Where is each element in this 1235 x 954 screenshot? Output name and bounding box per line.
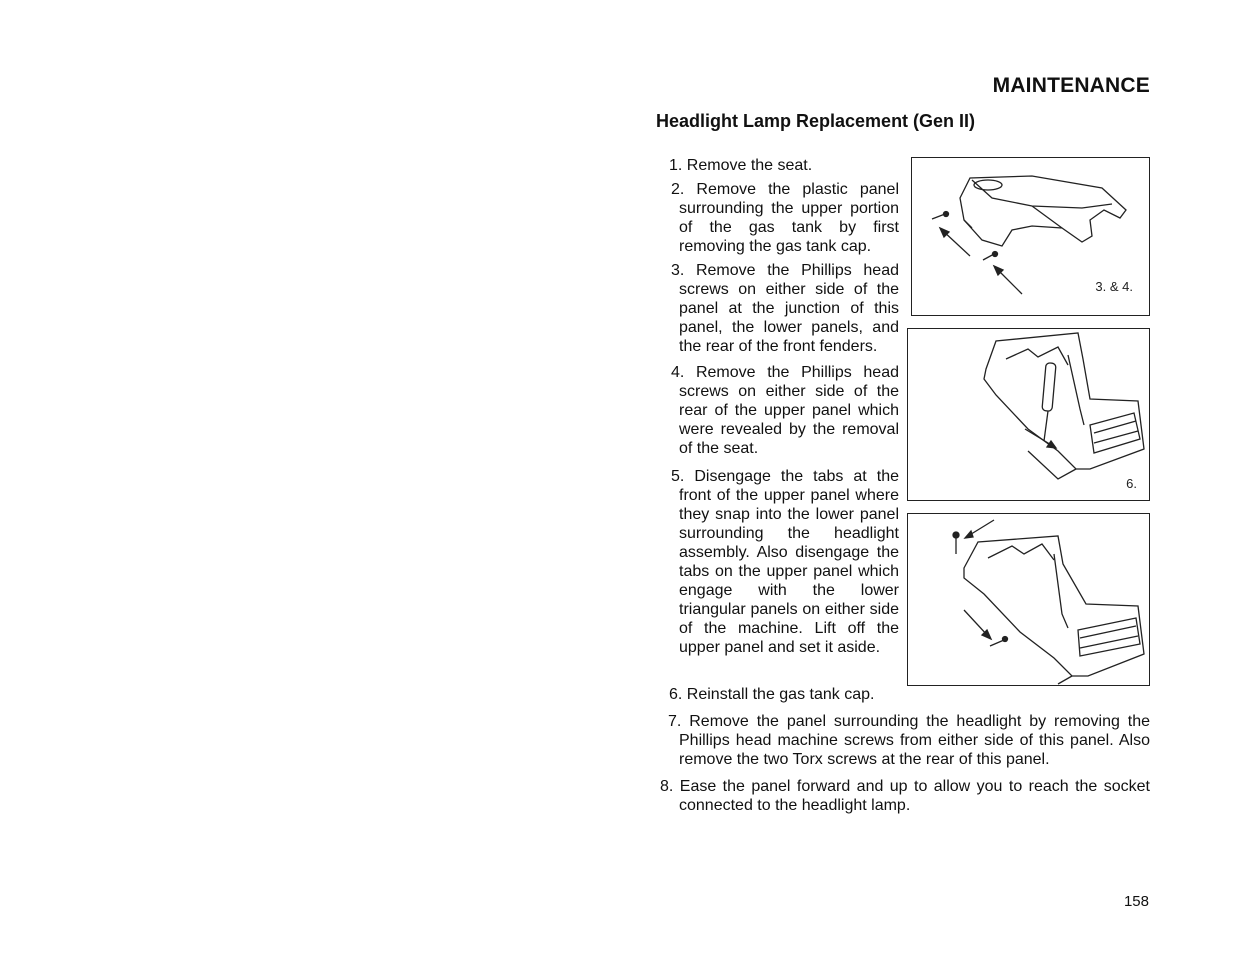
section-title: MAINTENANCE xyxy=(992,74,1150,97)
page-heading: Headlight Lamp Replacement (Gen II) xyxy=(656,111,976,131)
step-4: 4. Remove the Phillips head screws on either side of the rear of the upper panel which were revealed by the removal of the seat. xyxy=(671,364,899,457)
step-3: 3. Remove the Phillips head screws on either side of the panel at the junction of this panel, the lower panels, and the rear of the front fenders. xyxy=(671,262,899,355)
figure-upper-panel xyxy=(911,157,1150,316)
figure-screwdriver xyxy=(907,328,1150,501)
headlight-panel-illustration xyxy=(908,514,1149,685)
step-1: 1. Remove the seat. xyxy=(669,157,813,174)
step-6: 6. Reinstall the gas tank cap. xyxy=(669,686,875,703)
step-8: 8. Ease the panel forward and up to allow you to reach the socket connected to the headlight lamp. xyxy=(660,778,1150,814)
figure-headlight-panel xyxy=(907,513,1150,686)
figure-label: 6. xyxy=(1126,476,1137,491)
step-7: 7. Remove the panel surrounding the headlight by removing the Phillips head machine screws from either side of this panel. Also remove the two Torx screws at the rear of this panel. xyxy=(668,713,1150,768)
step-2: 2. Remove the plastic panel surrounding the upper portion of the gas tank by first removing the gas tank cap. xyxy=(671,181,899,255)
step-5: 5. Disengage the tabs at the front of the upper panel where they snap into the lower panel surrounding the headlight assembly. Also disengage the tabs on the upper panel which engage with the lower triangular panels on either side of the machine. Lift off the upper panel and set it aside. xyxy=(671,468,899,656)
figure-label: 3. & 4. xyxy=(1095,279,1133,294)
screwdriver-illustration xyxy=(908,329,1149,500)
page-number: 158 xyxy=(1123,893,1149,910)
